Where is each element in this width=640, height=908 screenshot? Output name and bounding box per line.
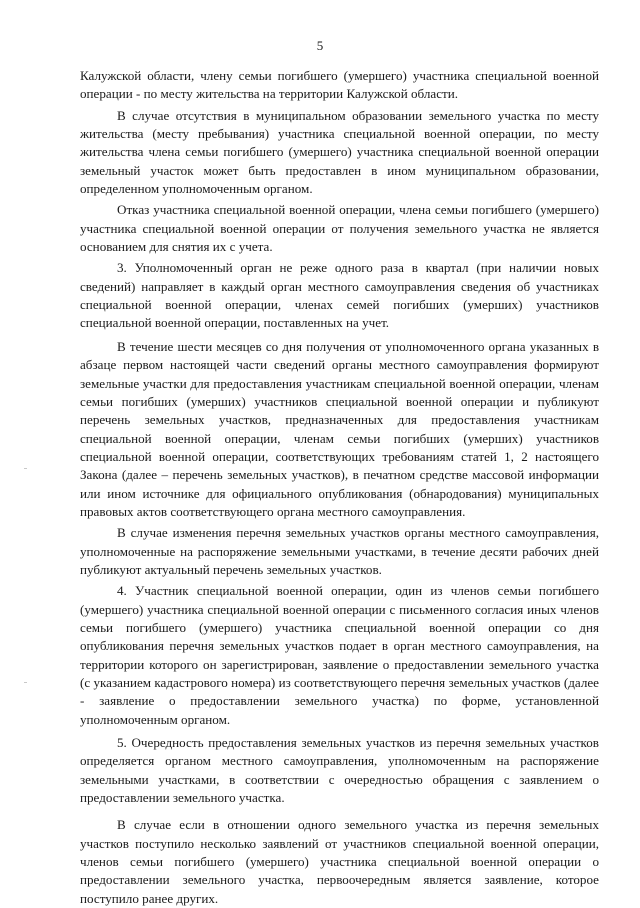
paragraph-refusal: Отказ участника специальной военной операции, члена семьи погибшего (умершего) участника специальной военной операции от получения земельного участка не является основанием для снятия их с учета. bbox=[80, 202, 599, 255]
margin-mark bbox=[24, 468, 27, 469]
paragraph-six-months: В течение шести месяцев со дня получения от уполномоченного органа указанных в абзаце первом настоящей части сведений органы местного самоуправления формируют земельные участки для предоставления участникам специальной военной операции, членам семьи погибших (умерших) участников специальной военной операции и публикуют перечень земельных участков, предназначенных для предоставления участникам специальной военной операции, членам семьи погибших (умерших) участников специальной военной операции, соответствующих требованиям статей 1, 2 настоящего Закона (далее – перечень земельных участков), в печатном средстве массовой информации или ином источнике для официального опубликования (обнародования) муниципальных правовых актов соответствующего органа местного самоуправления. bbox=[80, 338, 599, 519]
paragraph-list-change: В случае изменения перечня земельных участков органы местного самоуправления, уполномоченные на распоряжение земельными участками, в течение десяти рабочих дней публикуют актуальный перечень земельных участков. bbox=[80, 525, 599, 577]
paragraph-multiple-applications: В случае если в отношении одного земельного участка из перечня земельных участков поступило несколько заявлений от участников специальной военной операции, членов семьи погибшего (умершего) участника специальной военной операции о предоставлении земельного участка, первоочередным является заявление, которое поступило ранее других. bbox=[80, 817, 599, 906]
paragraph-item-5: 5. Очередность предоставления земельных участков из перечня земельных участков определяется органом местного самоуправления, уполномоченным на распоряжение земельными участками, в соответствии с очередностью обращения с заявлением о предоставлении земельного участка. bbox=[80, 735, 599, 806]
margin-mark bbox=[24, 682, 27, 683]
document-body bbox=[80, 67, 599, 908]
paragraph-no-land-plot: В случае отсутствия в муниципальном образовании земельного участка по месту жительства (месту пребывания) участника специальной военной операции, по месту жительства члена семьи погибшего (умершего) участника специальной военной операции земельный участок может быть предоставлен в ином муниципальном образовании, определенном уполномоченным органом. bbox=[80, 107, 599, 197]
paragraph-item-4: 4. Участник специальной военной операции, один из членов семьи погибшего (умершего) участника специальной военной операции с письменного согласия иных членов семьи погибшего (умершего) участника специальной военной операции со дня опубликования перечня земельных участков подает в орган местного самоуправления, на территории которого он зарегистрирован, заявление о предоставлении земельного участка (с указанием кадастрового номера) из соответствующего перечня земельных участков (далее - заявление о предоставлении земельного участка) по форме, установленной уполномоченным органом. bbox=[80, 583, 599, 727]
page-number: 5 bbox=[316, 38, 324, 53]
paragraph-item-3: 3. Уполномоченный орган не реже одного раза в квартал (при наличии новых сведений) направляет в каждый орган местного самоуправления сведения об участниках специальной военной операции, членах семей погибших (умерших) участников специальной военной операции, поставленных на учет. bbox=[80, 260, 599, 331]
paragraph-continuation: Калужской области, члену семьи погибшего (умершего) участника специальной военной операции - по месту жительства на территории Калужской области. bbox=[80, 68, 599, 102]
